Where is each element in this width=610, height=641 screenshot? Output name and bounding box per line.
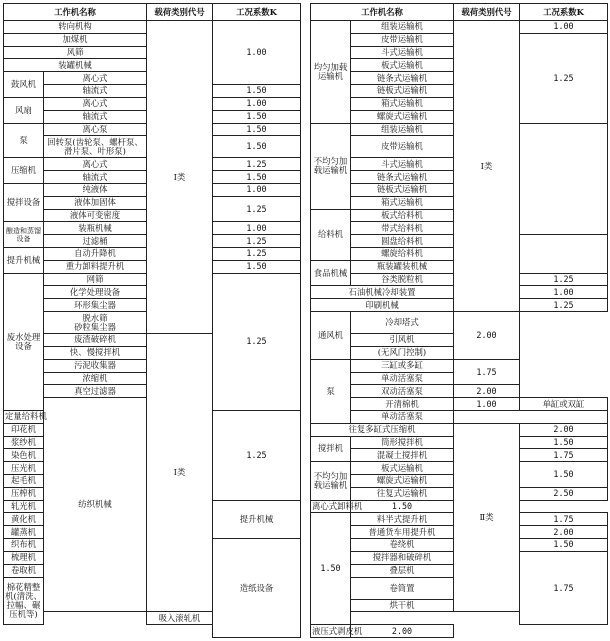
group-mixer: 搅拌设备 bbox=[4, 183, 44, 221]
column-divider-end2 bbox=[301, 625, 311, 638]
cell-paper: 卷绕机 bbox=[351, 539, 454, 552]
cell-induced-fan: 引风机 bbox=[351, 334, 454, 347]
table-row bbox=[4, 612, 608, 625]
group-ventilator: 通风机 bbox=[311, 312, 351, 360]
cell-waste-crusher: 废渣破碎机 bbox=[44, 334, 147, 347]
group-mixers: 搅拌机 bbox=[311, 436, 351, 462]
k-value: 1.25 bbox=[520, 273, 608, 286]
cell-pump: 单动活塞泵 bbox=[351, 410, 454, 423]
cell-pump: 单缸或双缸 bbox=[520, 398, 608, 411]
k-value: 1.25 bbox=[213, 410, 301, 500]
cell-conveyor: 组装运输机 bbox=[351, 21, 454, 34]
group-nonuniform-conveyor: 不均匀加载运输机 bbox=[311, 123, 351, 209]
column-divider-end bbox=[44, 612, 147, 625]
cell-filter-barrel: 过滤桶 bbox=[44, 235, 147, 248]
cell-paper: 液压式剥皮机 bbox=[312, 625, 363, 636]
cell-printer: 印刷机械 bbox=[311, 299, 454, 312]
cell-paper: 吸入滚轧机 bbox=[147, 612, 213, 625]
cell-ring-dust: 环形集尘器 bbox=[44, 299, 147, 312]
k-value: 1.25 bbox=[213, 248, 301, 261]
cell-conveyor: 链板式运输机 bbox=[351, 85, 454, 98]
cell-conveyor: 螺旋式运输机 bbox=[351, 475, 454, 488]
group-waste: 废水处理设备 bbox=[4, 273, 44, 410]
cell-axial: 轴流式 bbox=[44, 110, 147, 123]
k-value: 1.50 bbox=[213, 260, 301, 273]
cell-cotton-opener: 开清棉机 bbox=[351, 398, 454, 411]
cell-paper: 卷筒置 bbox=[351, 577, 454, 599]
cell-dyeing: 染色机 bbox=[4, 449, 44, 462]
cell-loom: 织布机 bbox=[4, 539, 44, 552]
cell-food: 瓶装罐装机械 bbox=[351, 260, 454, 273]
cell-conveyor: 斗式运输机 bbox=[351, 158, 454, 171]
cell-class-i-left-1: Ⅰ类 bbox=[147, 21, 213, 334]
header-coeff-right: 工况系数K bbox=[520, 4, 608, 21]
cell-coal-feeder: 加煤机 bbox=[4, 33, 147, 46]
k-value: 1.25 bbox=[520, 299, 608, 312]
k-value: 2.00 bbox=[351, 625, 454, 638]
group-feeder: 给料机 bbox=[311, 209, 351, 260]
k-value: 1.50 bbox=[213, 123, 301, 136]
cell-conveyor: 链板式运输机 bbox=[351, 183, 454, 196]
group-fan: 风扇 bbox=[4, 97, 44, 123]
cell-fast-slow-mixer: 快、慢搅拌机 bbox=[44, 346, 147, 359]
cell-pump: 三缸或多缸 bbox=[351, 359, 454, 372]
cell-printing: 印花机 bbox=[4, 423, 44, 436]
cell-conveyor: 板式运输机 bbox=[351, 462, 454, 475]
cell-feeder: 圆盘给料机 bbox=[351, 235, 454, 248]
group-lifting: 提升机械 bbox=[4, 248, 44, 274]
k-value: 1.50 bbox=[213, 136, 301, 158]
k-value: 2.00 bbox=[520, 423, 608, 436]
group-pump-right: 泵 bbox=[311, 359, 351, 423]
k-value: 1.50 bbox=[311, 513, 351, 625]
k-value: 1.00 bbox=[213, 97, 301, 110]
column-divider bbox=[301, 4, 311, 612]
cell-conveyor: 板式运输机 bbox=[351, 59, 454, 72]
k-value: 1.50 bbox=[213, 85, 301, 98]
cell-class-i-right-1: Ⅰ类 bbox=[454, 21, 520, 312]
cell-paper: 烘干机 bbox=[351, 599, 454, 612]
cell-centrifugal: 离心式 bbox=[44, 97, 147, 110]
group-uniform-conveyor: 均匀加载运输机 bbox=[311, 21, 351, 124]
cell-pump: 单动活塞泵 bbox=[351, 372, 454, 385]
cell-rotary-pump: 回转泵(齿轮泵、螺杆泵、滑片泵、叶形泵) bbox=[44, 136, 147, 158]
k-value: 1.50 bbox=[520, 539, 608, 552]
k-value: 1.50 bbox=[520, 436, 608, 449]
cell-press: 压榨机 bbox=[4, 487, 44, 500]
k-value: 2.00 bbox=[520, 526, 608, 539]
k-value: 1.00 bbox=[520, 21, 608, 34]
k-value: 1.75 bbox=[520, 551, 608, 624]
group-blower: 鼓风机 bbox=[4, 72, 44, 98]
cell-auto-elevator: 自动升降机 bbox=[44, 248, 147, 261]
cell-lift: 普通货车用提升机 bbox=[351, 526, 454, 539]
group-food: 食品机械 bbox=[311, 260, 351, 286]
cell-conveyor: 皮带运输机 bbox=[351, 136, 454, 158]
cell-conveyor: 箱式运输机 bbox=[351, 196, 454, 209]
k-value: 1.25 bbox=[213, 273, 301, 410]
cell-blank-right bbox=[520, 123, 608, 235]
cell-feeder: 板式给料机 bbox=[351, 209, 454, 222]
cell-no-louver: (无风门控制) bbox=[351, 346, 454, 359]
cell-steamer: 罐蒸机 bbox=[4, 526, 44, 539]
cell-net-sieve: 网筛 bbox=[44, 273, 147, 286]
cell-centrifugal: 离心式 bbox=[44, 158, 147, 171]
cell-conveyor: 皮带运输机 bbox=[351, 33, 454, 46]
cell-centrifugal-pump: 离心泵 bbox=[44, 123, 147, 136]
k-value: 1.00 bbox=[213, 222, 301, 235]
k-value: 1.50 bbox=[520, 462, 608, 488]
k-value: 2.00 bbox=[454, 385, 520, 398]
cell-conveyor: 链条式运输机 bbox=[351, 171, 454, 184]
sand-dust-label: 砂粒集尘器 bbox=[74, 321, 116, 332]
cell-pure-liquid: 纯液体 bbox=[44, 183, 147, 196]
cell-lift: 料半式提升机 bbox=[351, 513, 454, 526]
cell-oil-cooler: 石油机械冷却装置 bbox=[311, 286, 454, 299]
cell-mixer: 筒形搅拌机 bbox=[351, 436, 454, 449]
cell-liquid-var: 液体可变密度 bbox=[44, 209, 147, 222]
k-value: 1.75 bbox=[454, 359, 520, 385]
cell-quant-feeder: 定量给料机 bbox=[5, 411, 47, 422]
k-value: 1.00 bbox=[454, 398, 520, 411]
cell-class-i-left-2: Ⅰ类 bbox=[147, 334, 213, 612]
cell-turn-machine: 转向机构 bbox=[4, 21, 147, 34]
group-brewing: 酿造和蒸馏设备 bbox=[4, 222, 44, 248]
cell-mercerize: 黄化机 bbox=[4, 513, 44, 526]
cell-conveyor: 往复式运输机 bbox=[351, 487, 454, 500]
cell-sieve: 风筛 bbox=[4, 46, 147, 59]
k-value: 1.00 bbox=[213, 21, 301, 85]
group-lifting-right: 提升机械 bbox=[213, 500, 301, 538]
cell-cotton-fine: 棉花精整机(清洗、拉幅、碾压机等) bbox=[4, 577, 44, 625]
cell-mixer: 混凝土搅拌机 bbox=[351, 449, 454, 462]
k-value: 1.00 bbox=[520, 286, 608, 299]
group-textile: 纺织机械 bbox=[44, 398, 147, 612]
blank-left-end bbox=[4, 625, 213, 638]
group-paper: 造纸设备 bbox=[213, 539, 301, 638]
cell-rolling: 卷取机 bbox=[4, 564, 44, 577]
k-value: 1.50 bbox=[351, 500, 454, 513]
cell-thickener: 浓缩机 bbox=[44, 372, 147, 385]
cell-vacuum-filter: 真空过滤器 bbox=[44, 385, 147, 398]
k-value: 1.25 bbox=[520, 33, 608, 123]
table-row bbox=[4, 625, 608, 638]
k-value: 1.00 bbox=[213, 183, 301, 196]
cell-conveyor: 螺旋式运输机 bbox=[351, 110, 454, 123]
cell-carding: 梳理机 bbox=[4, 551, 44, 564]
cell-reciprocating: 往复多缸式压缩机 bbox=[311, 423, 454, 436]
cell-pump: 双动活塞泵 bbox=[351, 385, 454, 398]
cell-chem-treat: 化学处理设备 bbox=[44, 286, 147, 299]
header-load-class-right: 载荷类别代号 bbox=[454, 4, 520, 21]
header-row bbox=[4, 4, 608, 21]
cell-sludge: 污泥收集器 bbox=[44, 359, 147, 372]
cell-can-machine: 装罐机械 bbox=[4, 59, 147, 72]
cell-lift: 离心式卸料机 bbox=[312, 501, 363, 512]
service-factor-table bbox=[3, 3, 608, 638]
group-compressor: 压缩机 bbox=[4, 158, 44, 184]
cell-axial: 轴流式 bbox=[44, 171, 147, 184]
cell-calender: 压光机 bbox=[4, 462, 44, 475]
cell-class-ii-right: Ⅱ类 bbox=[454, 423, 520, 612]
k-value: 1.75 bbox=[520, 513, 608, 526]
k-value: 1.25 bbox=[213, 158, 301, 171]
header-machine: 工作机名称 bbox=[4, 4, 147, 21]
k-value: 1.75 bbox=[520, 449, 608, 462]
cell-conveyor: 箱式运输机 bbox=[351, 97, 454, 110]
cell-raising: 起毛机 bbox=[4, 475, 44, 488]
cell-centrifugal: 离心式 bbox=[44, 72, 147, 85]
k-value: 1.25 bbox=[213, 235, 301, 248]
cell-sizing: 浆纱机 bbox=[4, 436, 44, 449]
cell-bottling: 装瓶机械 bbox=[44, 222, 147, 235]
cell-conveyor: 组装运输机 bbox=[351, 123, 454, 136]
k-value: 1.50 bbox=[213, 110, 301, 123]
cell-feeder: 带式给料机 bbox=[351, 222, 454, 235]
dewater-label: 脱水筛 bbox=[82, 312, 108, 323]
k-value: 1.50 bbox=[213, 171, 301, 184]
cell-conveyor: 链条式运输机 bbox=[351, 72, 454, 85]
header-load-class: 载荷类别代号 bbox=[147, 4, 213, 21]
group-pump: 泵 bbox=[4, 123, 44, 158]
cell-heavy-unloader: 重力卸料提升机 bbox=[44, 260, 147, 273]
cell-cooling-tower: 冷却塔式 bbox=[351, 312, 454, 334]
cell-liquid-solid: 液体加固体 bbox=[44, 196, 147, 209]
cell-roll-calender: 轧光机 bbox=[4, 500, 44, 513]
header-coeff: 工况系数K bbox=[213, 4, 301, 21]
group-uneven-conveyor-2: 不均匀加载运输机 bbox=[311, 462, 351, 500]
cell-conveyor: 斗式运输机 bbox=[351, 46, 454, 59]
cell-paper: 叠层机 bbox=[351, 564, 454, 577]
cell-dewater bbox=[44, 312, 147, 334]
cell-axial: 轴流式 bbox=[44, 85, 147, 98]
k-value: 1.25 bbox=[213, 196, 301, 222]
cell-paper: 搅拌器和破碎机 bbox=[351, 551, 454, 564]
cell-food: 谷类脱粒机 bbox=[351, 273, 454, 286]
k-value: 2.50 bbox=[520, 487, 608, 500]
cell-feeder: 螺旋给料机 bbox=[351, 248, 454, 261]
header-machine-right: 工作机名称 bbox=[311, 4, 454, 21]
k-value: 2.00 bbox=[454, 312, 520, 360]
